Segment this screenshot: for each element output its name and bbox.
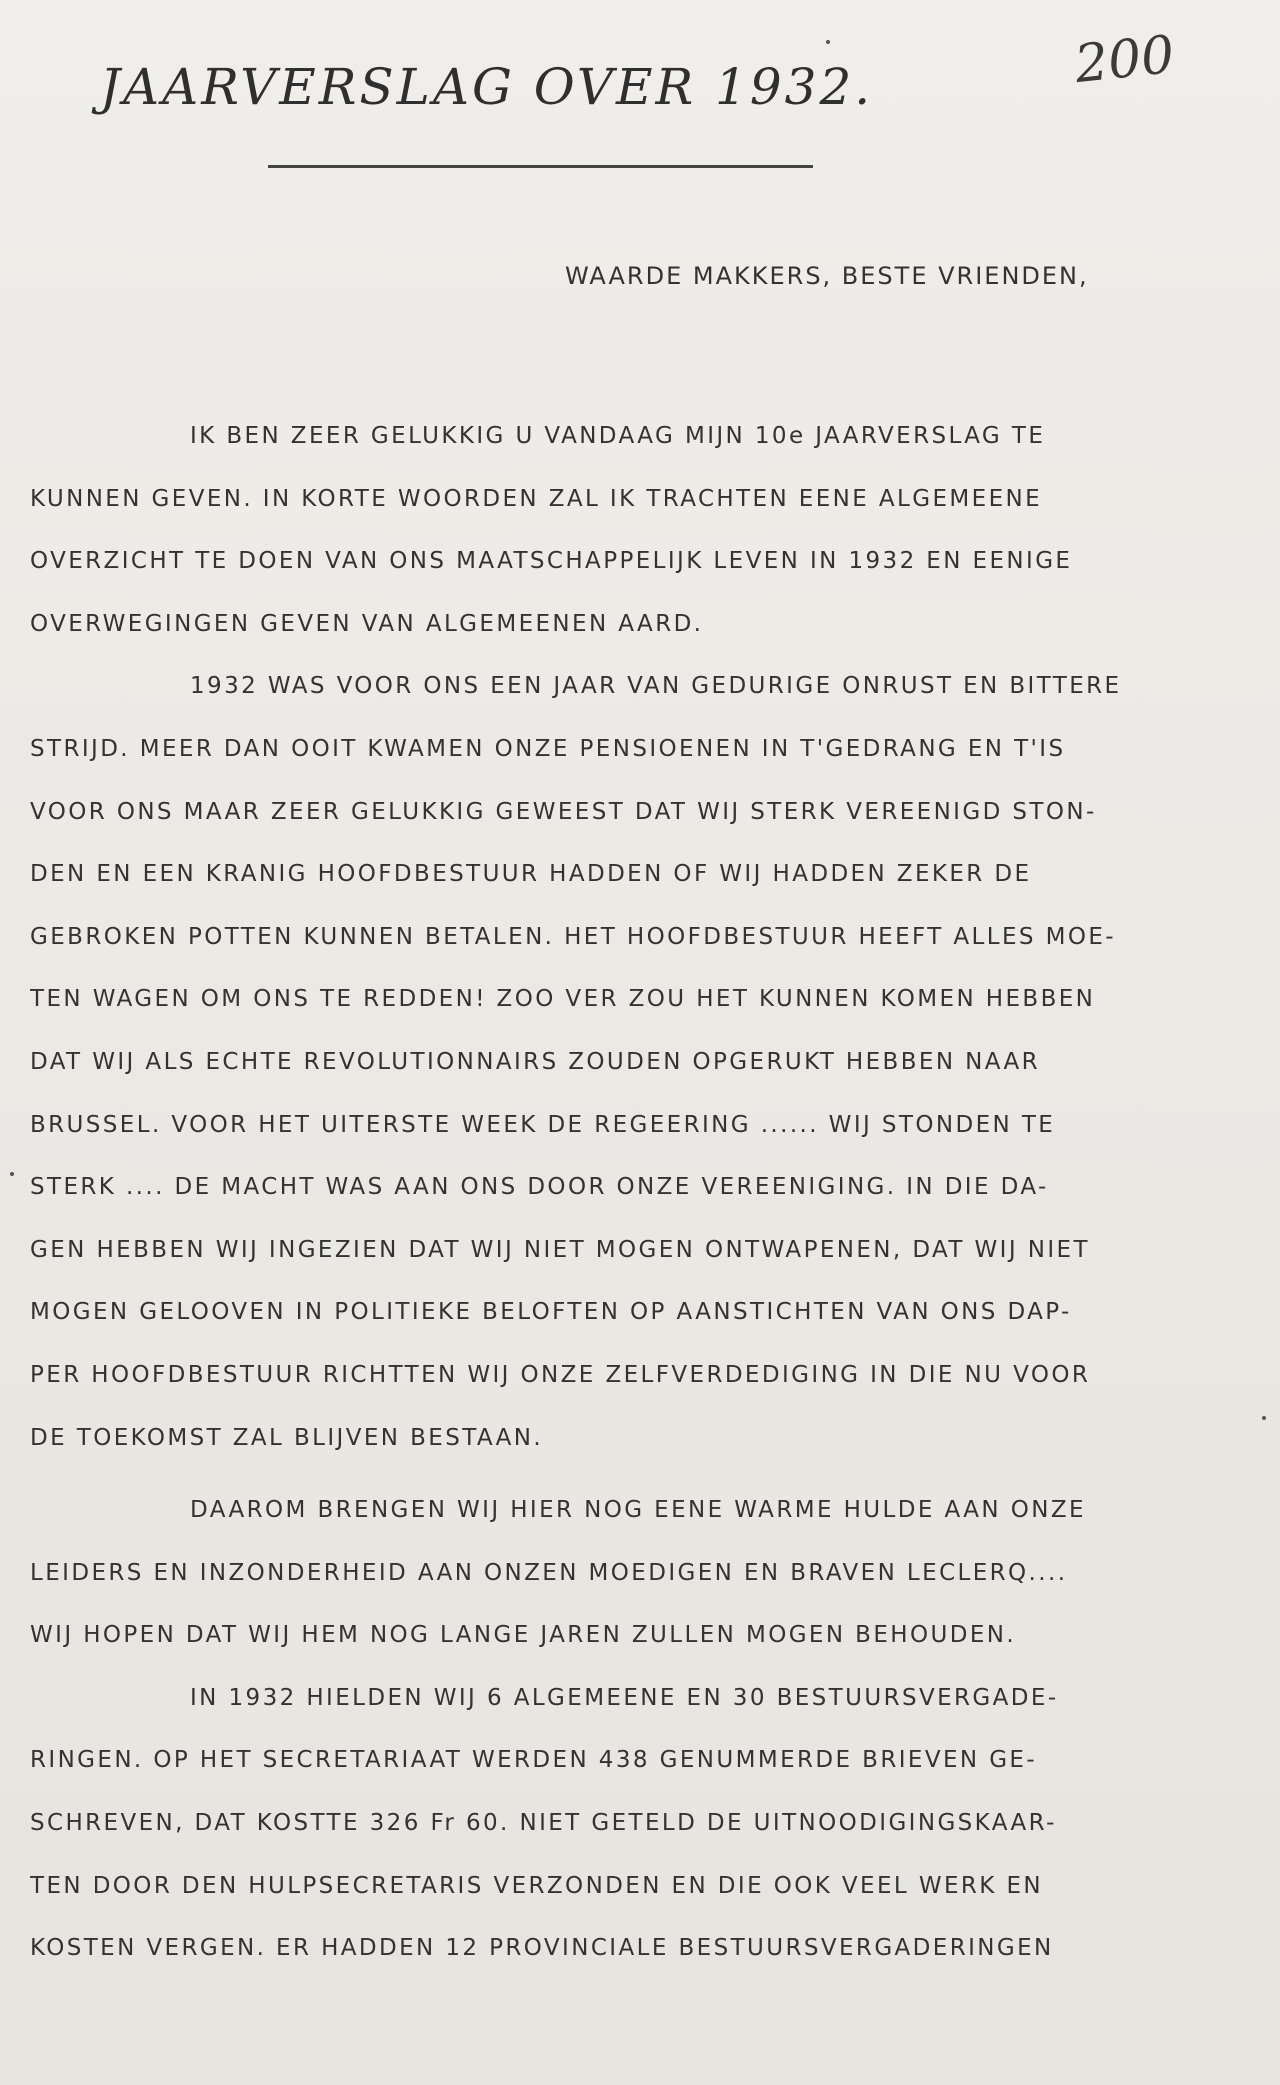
- body-text: [30, 405, 1260, 1980]
- text-line: TEN WAGEN OM ONS TE REDDEN! ZOO VER ZOU HET KUNNEN KOMEN HEBBEN: [30, 986, 1096, 1013]
- text-line: TEN DOOR DEN HULPSECRETARIS VERZONDEN EN DIE OOK VEEL WERK EN: [30, 1872, 1044, 1899]
- title-underline: [268, 165, 813, 168]
- text-line: GEBROKEN POTTEN KUNNEN BETALEN. HET HOOFDBESTUUR HEEFT ALLES MOE-: [30, 923, 1116, 950]
- paper-speck: [826, 40, 830, 44]
- text-line: OVERWEGINGEN GEVEN VAN ALGEMEENEN AARD.: [30, 610, 704, 637]
- paper-speck: [10, 1172, 14, 1176]
- text-line: LEIDERS EN INZONDERHEID AAN ONZEN MOEDIGEN EN BRAVEN LECLERQ....: [30, 1559, 1068, 1586]
- salutation: WAARDE MAKKERS, BESTE VRIENDEN,: [565, 262, 1089, 290]
- text-line: MOGEN GELOOVEN IN POLITIEKE BELOFTEN OP AANSTICHTEN VAN ONS DAP-: [30, 1299, 1072, 1326]
- text-line: WIJ HOPEN DAT WIJ HEM NOG LANGE JAREN ZULLEN MOGEN BEHOUDEN.: [30, 1622, 1017, 1649]
- text-line: STRIJD. MEER DAN OOIT KWAMEN ONZE PENSIOENEN IN T'GEDRANG EN T'IS: [30, 735, 1066, 762]
- text-line: STERK .... DE MACHT WAS AAN ONS DOOR ONZE VEREENIGING. IN DIE DA-: [30, 1174, 1049, 1201]
- text-line: SCHREVEN, DAT KOSTTE 326 Fr 60. NIET GETELD DE UITNOODIGINGSKAAR-: [30, 1810, 1057, 1837]
- text-line: GEN HEBBEN WIJ INGEZIEN DAT WIJ NIET MOGEN ONTWAPENEN, DAT WIJ NIET: [30, 1236, 1090, 1263]
- document-title: JAARVERSLAG OVER 1932.: [100, 58, 874, 116]
- text-line: DAT WIJ ALS ECHTE REVOLUTIONNAIRS ZOUDEN OPGERUKT HEBBEN NAAR: [30, 1048, 1041, 1075]
- text-line: DEN EN EEN KRANIG HOOFDBESTUUR HADDEN OF WIJ HADDEN ZEKER DE: [30, 861, 1032, 888]
- paper-speck: [1262, 1416, 1266, 1420]
- text-line: IK BEN ZEER GELUKKIG U VANDAAG MIJN 10e JAARVERSLAG TE: [190, 423, 1046, 449]
- text-line: DE TOEKOMST ZAL BLIJVEN BESTAAN.: [30, 1424, 544, 1451]
- text-line: DAAROM BRENGEN WIJ HIER NOG EENE WARME HULDE AAN ONZE: [190, 1497, 1086, 1524]
- text-line: IN 1932 HIELDEN WIJ 6 ALGEMEENE EN 30 BESTUURSVERGADE-: [190, 1684, 1059, 1711]
- text-line: VOOR ONS MAAR ZEER GELUKKIG GEWEEST DAT WIJ STERK VEREENIGD STON-: [30, 798, 1097, 825]
- text-line: OVERZICHT TE DOEN VAN ONS MAATSCHAPPELIJK LEVEN IN 1932 EN EENIGE: [30, 548, 1073, 575]
- page-number: 200: [1072, 24, 1178, 96]
- text-line: RINGEN. OP HET SECRETARIAAT WERDEN 438 GENUMMERDE BRIEVEN GE-: [30, 1747, 1038, 1774]
- text-line: KUNNEN GEVEN. IN KORTE WOORDEN ZAL IK TRACHTEN EENE ALGEMEENE: [30, 485, 1043, 512]
- text-line: 1932 WAS VOOR ONS EEN JAAR VAN GEDURIGE ONRUST EN BITTERE: [190, 673, 1122, 700]
- text-line: BRUSSEL. VOOR HET UITERSTE WEEK DE REGEERING ...... WIJ STONDEN TE: [30, 1111, 1056, 1138]
- text-line: PER HOOFDBESTUUR RICHTTEN WIJ ONZE ZELFVERDEDIGING IN DIE NU VOOR: [30, 1361, 1091, 1388]
- text-line: KOSTEN VERGEN. ER HADDEN 12 PROVINCIALE BESTUURSVERGADERINGEN: [30, 1935, 1054, 1962]
